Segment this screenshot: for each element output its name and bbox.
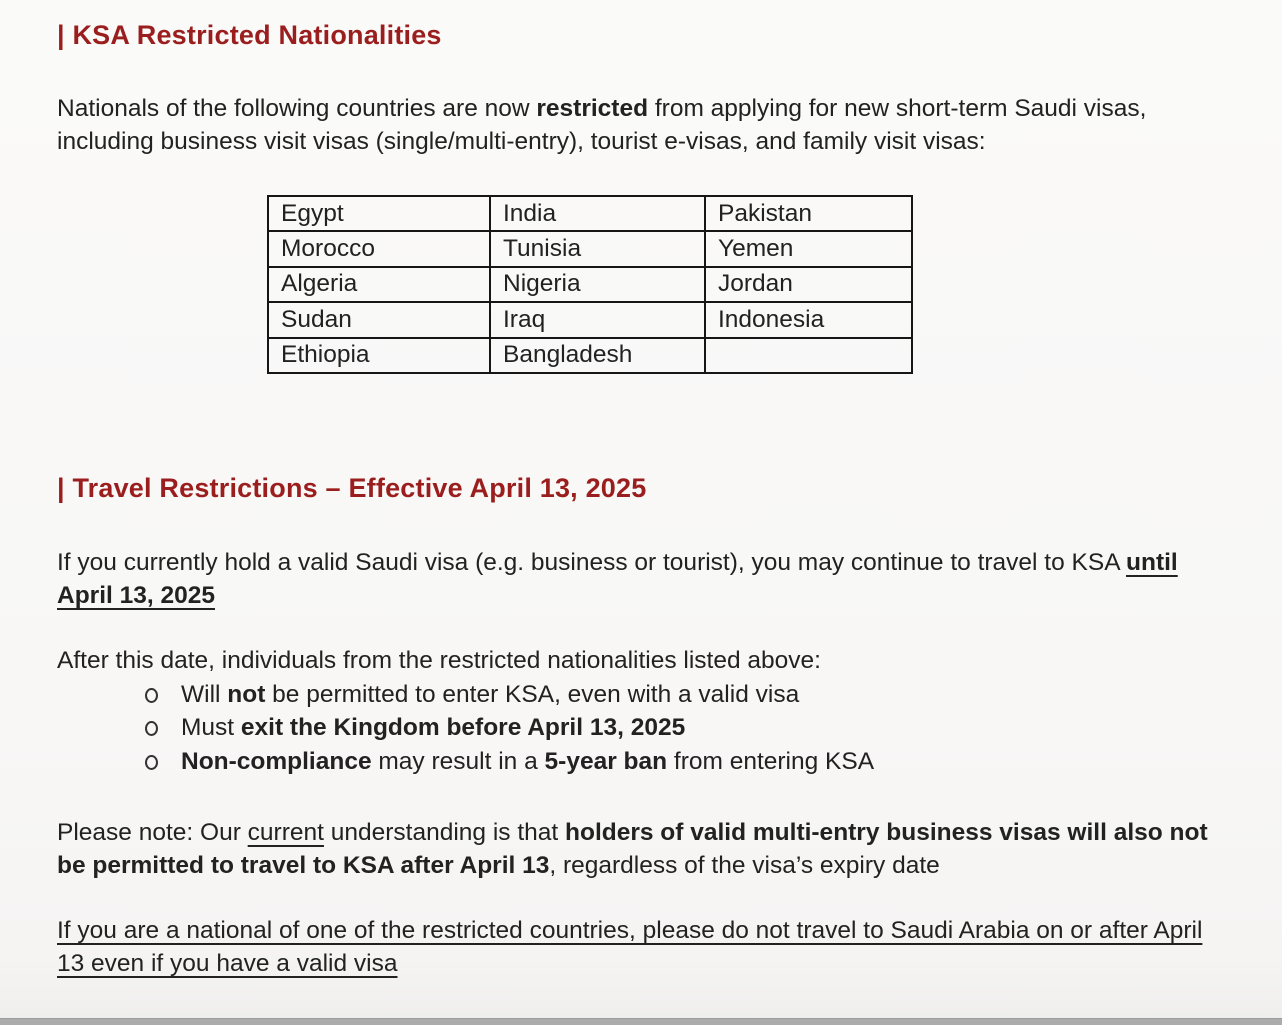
table-row xyxy=(268,338,912,373)
restricted-countries-table xyxy=(267,195,913,374)
country-cell: Tunisia xyxy=(490,231,705,266)
valid-visa-deadline: until April 13, 2025 xyxy=(57,548,1178,609)
heading-ksa-restricted-nationalities: | KSA Restricted Nationalities xyxy=(57,20,442,50)
bullet-text: may result in a xyxy=(371,747,545,775)
bullet-item xyxy=(145,678,1227,712)
bullet-text-bold: not xyxy=(227,680,266,708)
intro-text: Nationals of the following countries are now xyxy=(57,95,537,122)
intro-text-restricted: restricted xyxy=(536,95,649,122)
after-date-lead: After this date, individuals from the restricted nationalities listed above: xyxy=(57,646,821,674)
heading-travel-restrictions: | Travel Restrictions – Effective April 13, 2025 xyxy=(57,472,647,503)
bottom-edge-bar xyxy=(0,1018,1282,1025)
note-text: Please note: Our xyxy=(57,819,248,847)
country-cell: Pakistan xyxy=(705,196,912,231)
final-warning-text: If you are a national of one of the restricted countries, please do not travel to Saudi Arabia on or after April 13 even if you have a valid visa xyxy=(57,917,1203,978)
note-text: , regardless of the visa’s expiry date xyxy=(549,852,940,880)
table-row xyxy=(268,267,912,302)
bullet-item xyxy=(145,711,1227,745)
table-row xyxy=(268,302,912,337)
restrictions-bullet-list xyxy=(57,678,1227,779)
country-cell: India xyxy=(490,196,705,231)
country-cell: Algeria xyxy=(268,267,490,302)
bullet-text: be permitted to enter KSA, even with a valid visa xyxy=(265,680,800,708)
note-text-current: current xyxy=(247,819,324,847)
country-cell xyxy=(705,338,912,373)
final-warning-paragraph xyxy=(57,914,1227,980)
country-cell: Ethiopia xyxy=(268,338,490,373)
bullet-text: from entering KSA xyxy=(667,747,875,775)
bullet-text-bold: exit the Kingdom before April 13, 2025 xyxy=(240,714,686,742)
bullet-circle-icon xyxy=(145,721,158,736)
country-cell: Iraq xyxy=(490,302,705,337)
intro-text-tail: from applying for new short-term Saudi visas, including business visit visas (single/multi-entry), tourist e-visas, and family visit visas: xyxy=(57,95,1147,155)
bullet-item xyxy=(145,745,1227,779)
bullet-circle-icon xyxy=(145,688,158,703)
valid-visa-paragraph xyxy=(57,546,1227,612)
country-cell: Morocco xyxy=(268,231,490,266)
country-cell: Egypt xyxy=(268,196,490,231)
note-text-bold: holders of valid multi-entry business visas will also not be permitted to travel to KSA after April 13 xyxy=(57,819,1208,880)
table-row xyxy=(268,196,912,231)
country-cell: Yemen xyxy=(705,231,912,266)
country-cell: Indonesia xyxy=(705,302,912,337)
table-row xyxy=(268,231,912,266)
note-text: understanding is that xyxy=(323,819,566,847)
bullet-text: Must xyxy=(181,714,241,742)
bullet-text-bold: 5-year ban xyxy=(544,747,668,775)
document-page xyxy=(57,0,1227,980)
bullet-circle-icon xyxy=(145,755,158,770)
country-cell: Jordan xyxy=(705,267,912,302)
country-cell: Nigeria xyxy=(490,267,705,302)
country-cell: Sudan xyxy=(268,302,490,337)
bullet-text-bold: Non-compliance xyxy=(181,747,372,775)
intro-paragraph xyxy=(57,92,1227,158)
valid-visa-text: If you currently hold a valid Saudi visa (e.g. business or tourist), you may continue to travel to KSA xyxy=(57,548,1127,576)
country-cell: Bangladesh xyxy=(490,338,705,373)
please-note-paragraph xyxy=(57,816,1227,882)
bullet-text: Will xyxy=(181,680,228,708)
